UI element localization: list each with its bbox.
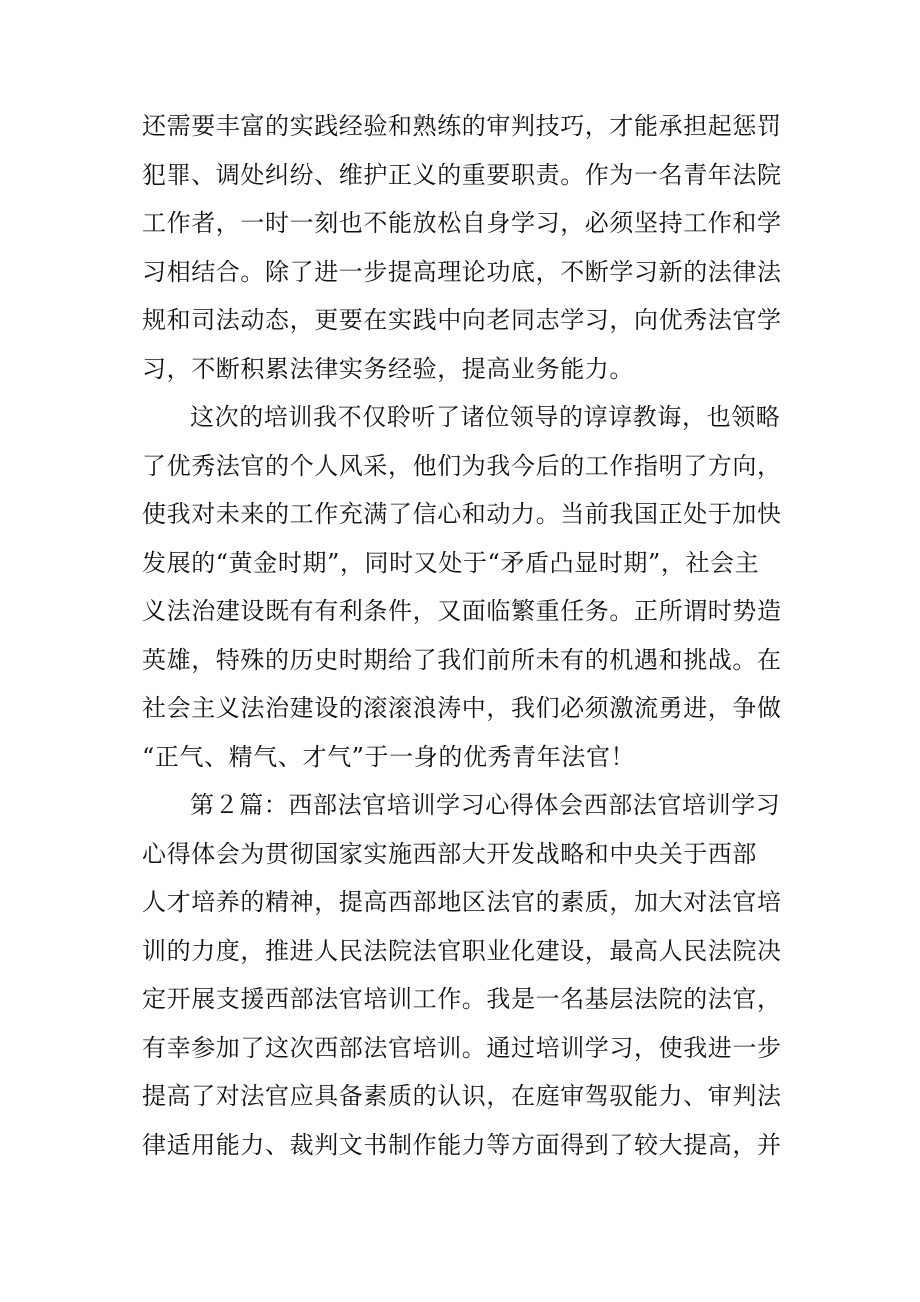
text-line: 工作者，一时一刻也不能放松自身学习，必须坚持工作和学 [142, 209, 782, 237]
text-line: “正气、精气、才气”于一身的优秀青年法官！ [142, 742, 636, 771]
text-line: 犯罪、调处纠纷、维护正义的重要职责。作为一名青年法院 [142, 160, 782, 189]
text-line: 社会主义法治建设的滚滚浪涛中，我们必须激流勇进，争做 [142, 694, 782, 722]
text-line: 训的力度，推进人民法院法官职业化建设，最高人民法院决 [142, 936, 782, 965]
text-line: 有幸参加了这次西部法官培训。通过培训学习，使我进一步 [142, 1033, 782, 1062]
paragraph-start-line: 第２篇：西部法官培训学习心得体会西部法官培训学习 [190, 791, 781, 819]
text-line: 心得体会为贯彻国家实施西部大开发战略和中央关于西部 [142, 839, 757, 868]
text-line: 使我对未来的工作充满了信心和动力。当前我国正处于加快 [142, 500, 782, 528]
text-line: 习相结合。除了进一步提高理论功底，不断学习新的法律法 [142, 257, 782, 286]
text-line: 了优秀法官的个人风采，他们为我今后的工作指明了方向， [142, 451, 782, 480]
text-line: 还需要丰富的实践经验和熟练的审判技巧，才能承担起惩罚 [142, 112, 782, 140]
text-line: 提高了对法官应具备素质的认识，在庭审驾驭能力、审判法 [142, 1082, 782, 1110]
text-line: 英雄，特殊的历史时期给了我们前所未有的机遇和挑战。在 [142, 645, 782, 674]
text-line: 义法治建设既有有利条件，又面临繁重任务。正所谓时势造 [142, 597, 782, 625]
text-line: 习，不断积累法律实务经验，提高业务能力。 [142, 354, 634, 383]
text-line: 律适用能力、裁判文书制作能力等方面得到了较大提高，并 [142, 1130, 782, 1159]
document-body [142, 102, 782, 1169]
paragraph-start-line: 这次的培训我不仅聆听了诸位领导的谆谆教诲，也领略 [190, 403, 781, 431]
text-line: 人才培养的精神，提高西部地区法官的素质，加大对法官培 [142, 888, 782, 916]
text-line: 规和司法动态，更要在实践中向老同志学习，向优秀法官学 [142, 306, 782, 334]
text-line: 发展的“黄金时期”，同时又处于“矛盾凸显时期”，社会主 [142, 548, 760, 577]
text-line: 定开展支援西部法官培训工作。我是一名基层法院的法官， [142, 985, 782, 1013]
